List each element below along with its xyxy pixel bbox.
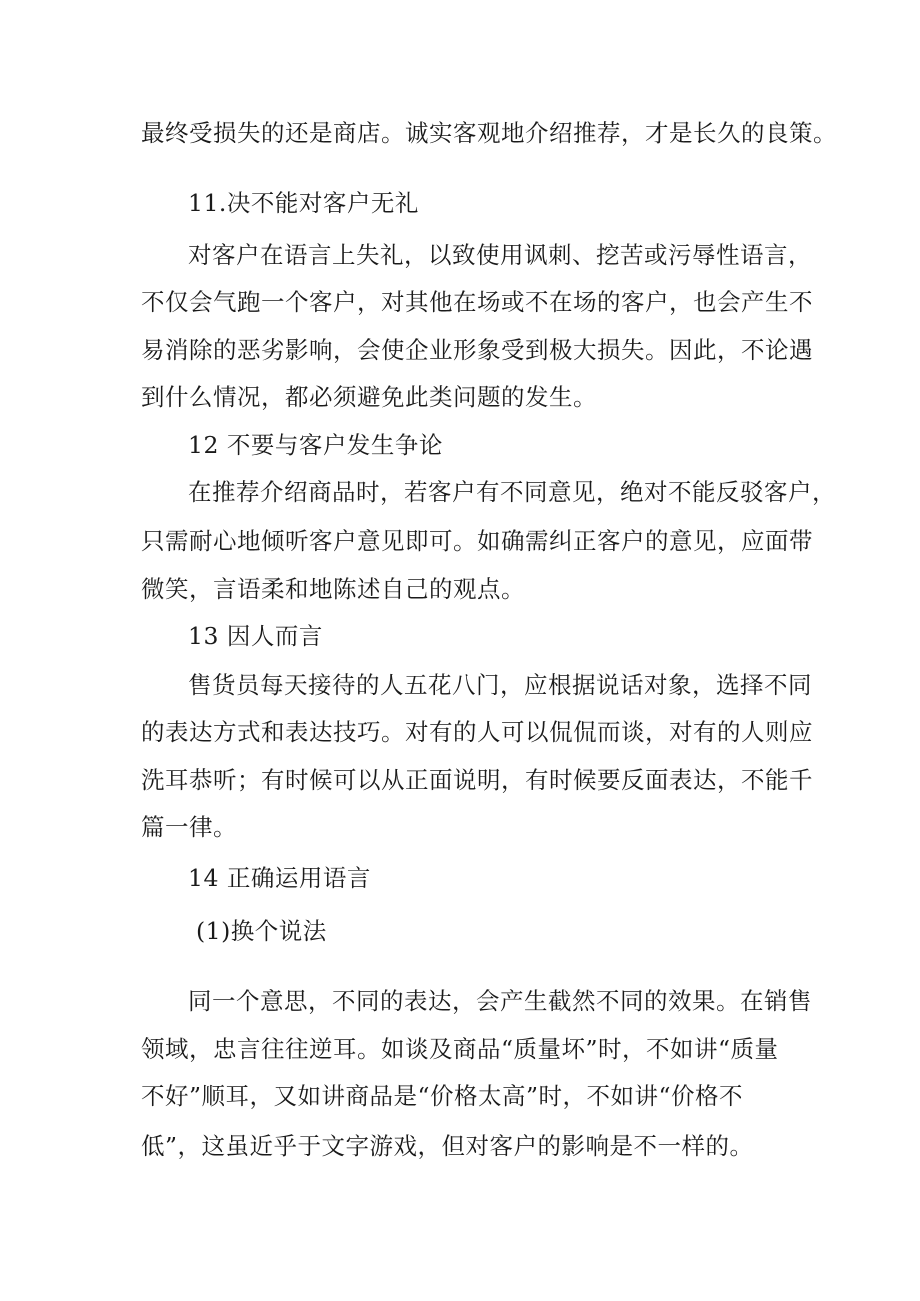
subsection-14-1-line-4: 低”，这虽近乎于文字游戏，但对客户的影响是不一样的。 — [141, 1132, 754, 1160]
section-heading-11: 11.决不能对客户无礼 — [188, 189, 419, 217]
section-11-line-4: 到什么情况，都必须避免此类问题的发生。 — [141, 383, 597, 411]
section-heading-14: 14 正确运用语言 — [188, 864, 371, 892]
section-12-line-2: 只需耐心地倾听客户意见即可。如确需纠正客户的意见，应面带 — [141, 527, 813, 555]
section-heading-12: 12 不要与客户发生争论 — [188, 431, 443, 459]
intro-line-1: 最终受损失的还是商店。诚实客观地介绍推荐，才是长久的良策。 — [141, 119, 837, 147]
subsection-14-1-line-3: 不好”顺耳，又如讲商品是“价格太高”时，不如讲“价格不 — [141, 1082, 744, 1110]
section-13-line-3: 洗耳恭听；有时候可以从正面说明，有时候要反面表达，不能千 — [141, 766, 813, 794]
section-11-line-1: 对客户在语言上失礼，以致使用讽刺、挖苦或污辱性语言， — [188, 241, 812, 269]
section-13-line-4: 篇一律。 — [141, 813, 237, 841]
subsection-14-1-line-2: 领域，忠言往往逆耳。如谈及商品“质量坏”时，不如讲“质量 — [141, 1035, 779, 1063]
section-12-line-1: 在推荐介绍商品时，若客户有不同意见，绝对不能反驳客户， — [188, 478, 836, 506]
section-13-line-2: 的表达方式和表达技巧。对有的人可以侃侃而谈，对有的人则应 — [141, 718, 813, 746]
subsection-heading-14-1: (1)换个说法 — [196, 917, 327, 945]
subsection-14-1-line-1: 同一个意思，不同的表达，会产生截然不同的效果。在销售 — [188, 987, 812, 1015]
section-12-line-3: 微笑，言语柔和地陈述自己的观点。 — [141, 575, 525, 603]
section-11-line-3: 易消除的恶劣影响，会使企业形象受到极大损失。因此，不论遇 — [141, 336, 813, 364]
section-13-line-1: 售货员每天接待的人五花八门，应根据说话对象，选择不同 — [188, 671, 812, 699]
section-heading-13: 13 因人而言 — [188, 622, 323, 650]
section-11-line-2: 不仅会气跑一个客户，对其他在场或不在场的客户，也会产生不 — [141, 288, 813, 316]
